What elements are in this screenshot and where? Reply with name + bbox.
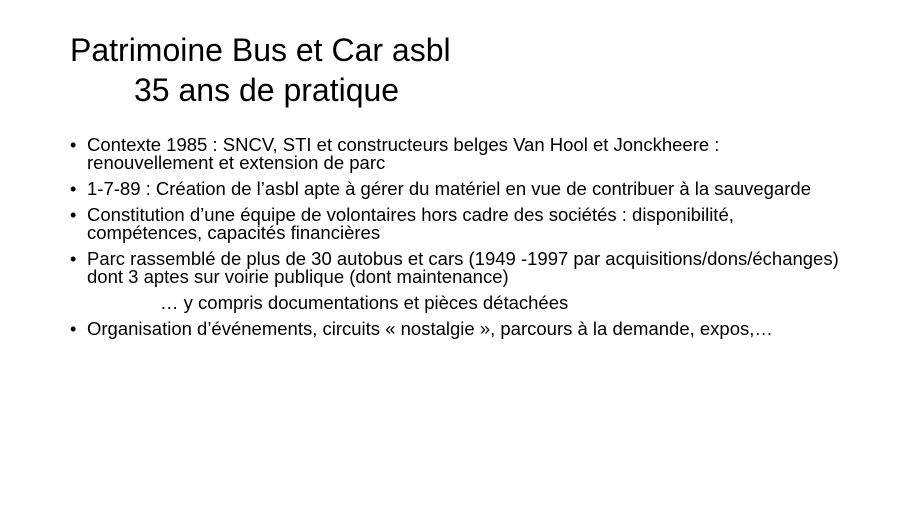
slide-title [70, 30, 850, 110]
bullet-text: Parc rassemblé de plus de 30 autobus et cars (1949 -1997 par acquisitions/dons/échanges) dont 3 aptes sur voirie publique (dont maintenance) [87, 248, 839, 287]
bullet-dot-icon: • [70, 249, 77, 269]
sub-line-documentation: … y compris documentations et pièces détachées [160, 292, 569, 313]
bullet-dot-icon: • [70, 205, 77, 225]
bullet-item-creation-asbl [70, 180, 850, 198]
bullet-text: Organisation d’événements, circuits « nostalgie », parcours à la demande, expos,… [87, 318, 773, 339]
slide-body [70, 136, 850, 346]
bullet-text: 1-7-89 : Création de l’asbl apte à gérer du matériel en vue de contribuer à la sauvegarde [87, 178, 811, 199]
bullet-text: Constitution d’une équipe de volontaires hors cadre des sociétés : disponibilité, compétences, capacités financières [87, 204, 734, 243]
bullet-list-continued [70, 320, 850, 338]
bullet-dot-icon: • [70, 319, 77, 339]
bullet-item-context-1985 [70, 136, 850, 172]
bullet-text: Contexte 1985 : SNCV, STI et constructeurs belges Van Hool et Jonckheere : renouvellement et extension de parc [87, 134, 720, 173]
bullet-item-events [70, 320, 850, 338]
bullet-item-fleet [70, 250, 850, 286]
bullet-item-volunteer-team [70, 206, 850, 242]
bullet-dot-icon: • [70, 135, 77, 155]
title-line-2: 35 ans de pratique [134, 72, 400, 108]
bullet-list [70, 136, 850, 286]
bullet-dot-icon: • [70, 179, 77, 199]
title-line-1: Patrimoine Bus et Car asbl [70, 32, 451, 68]
